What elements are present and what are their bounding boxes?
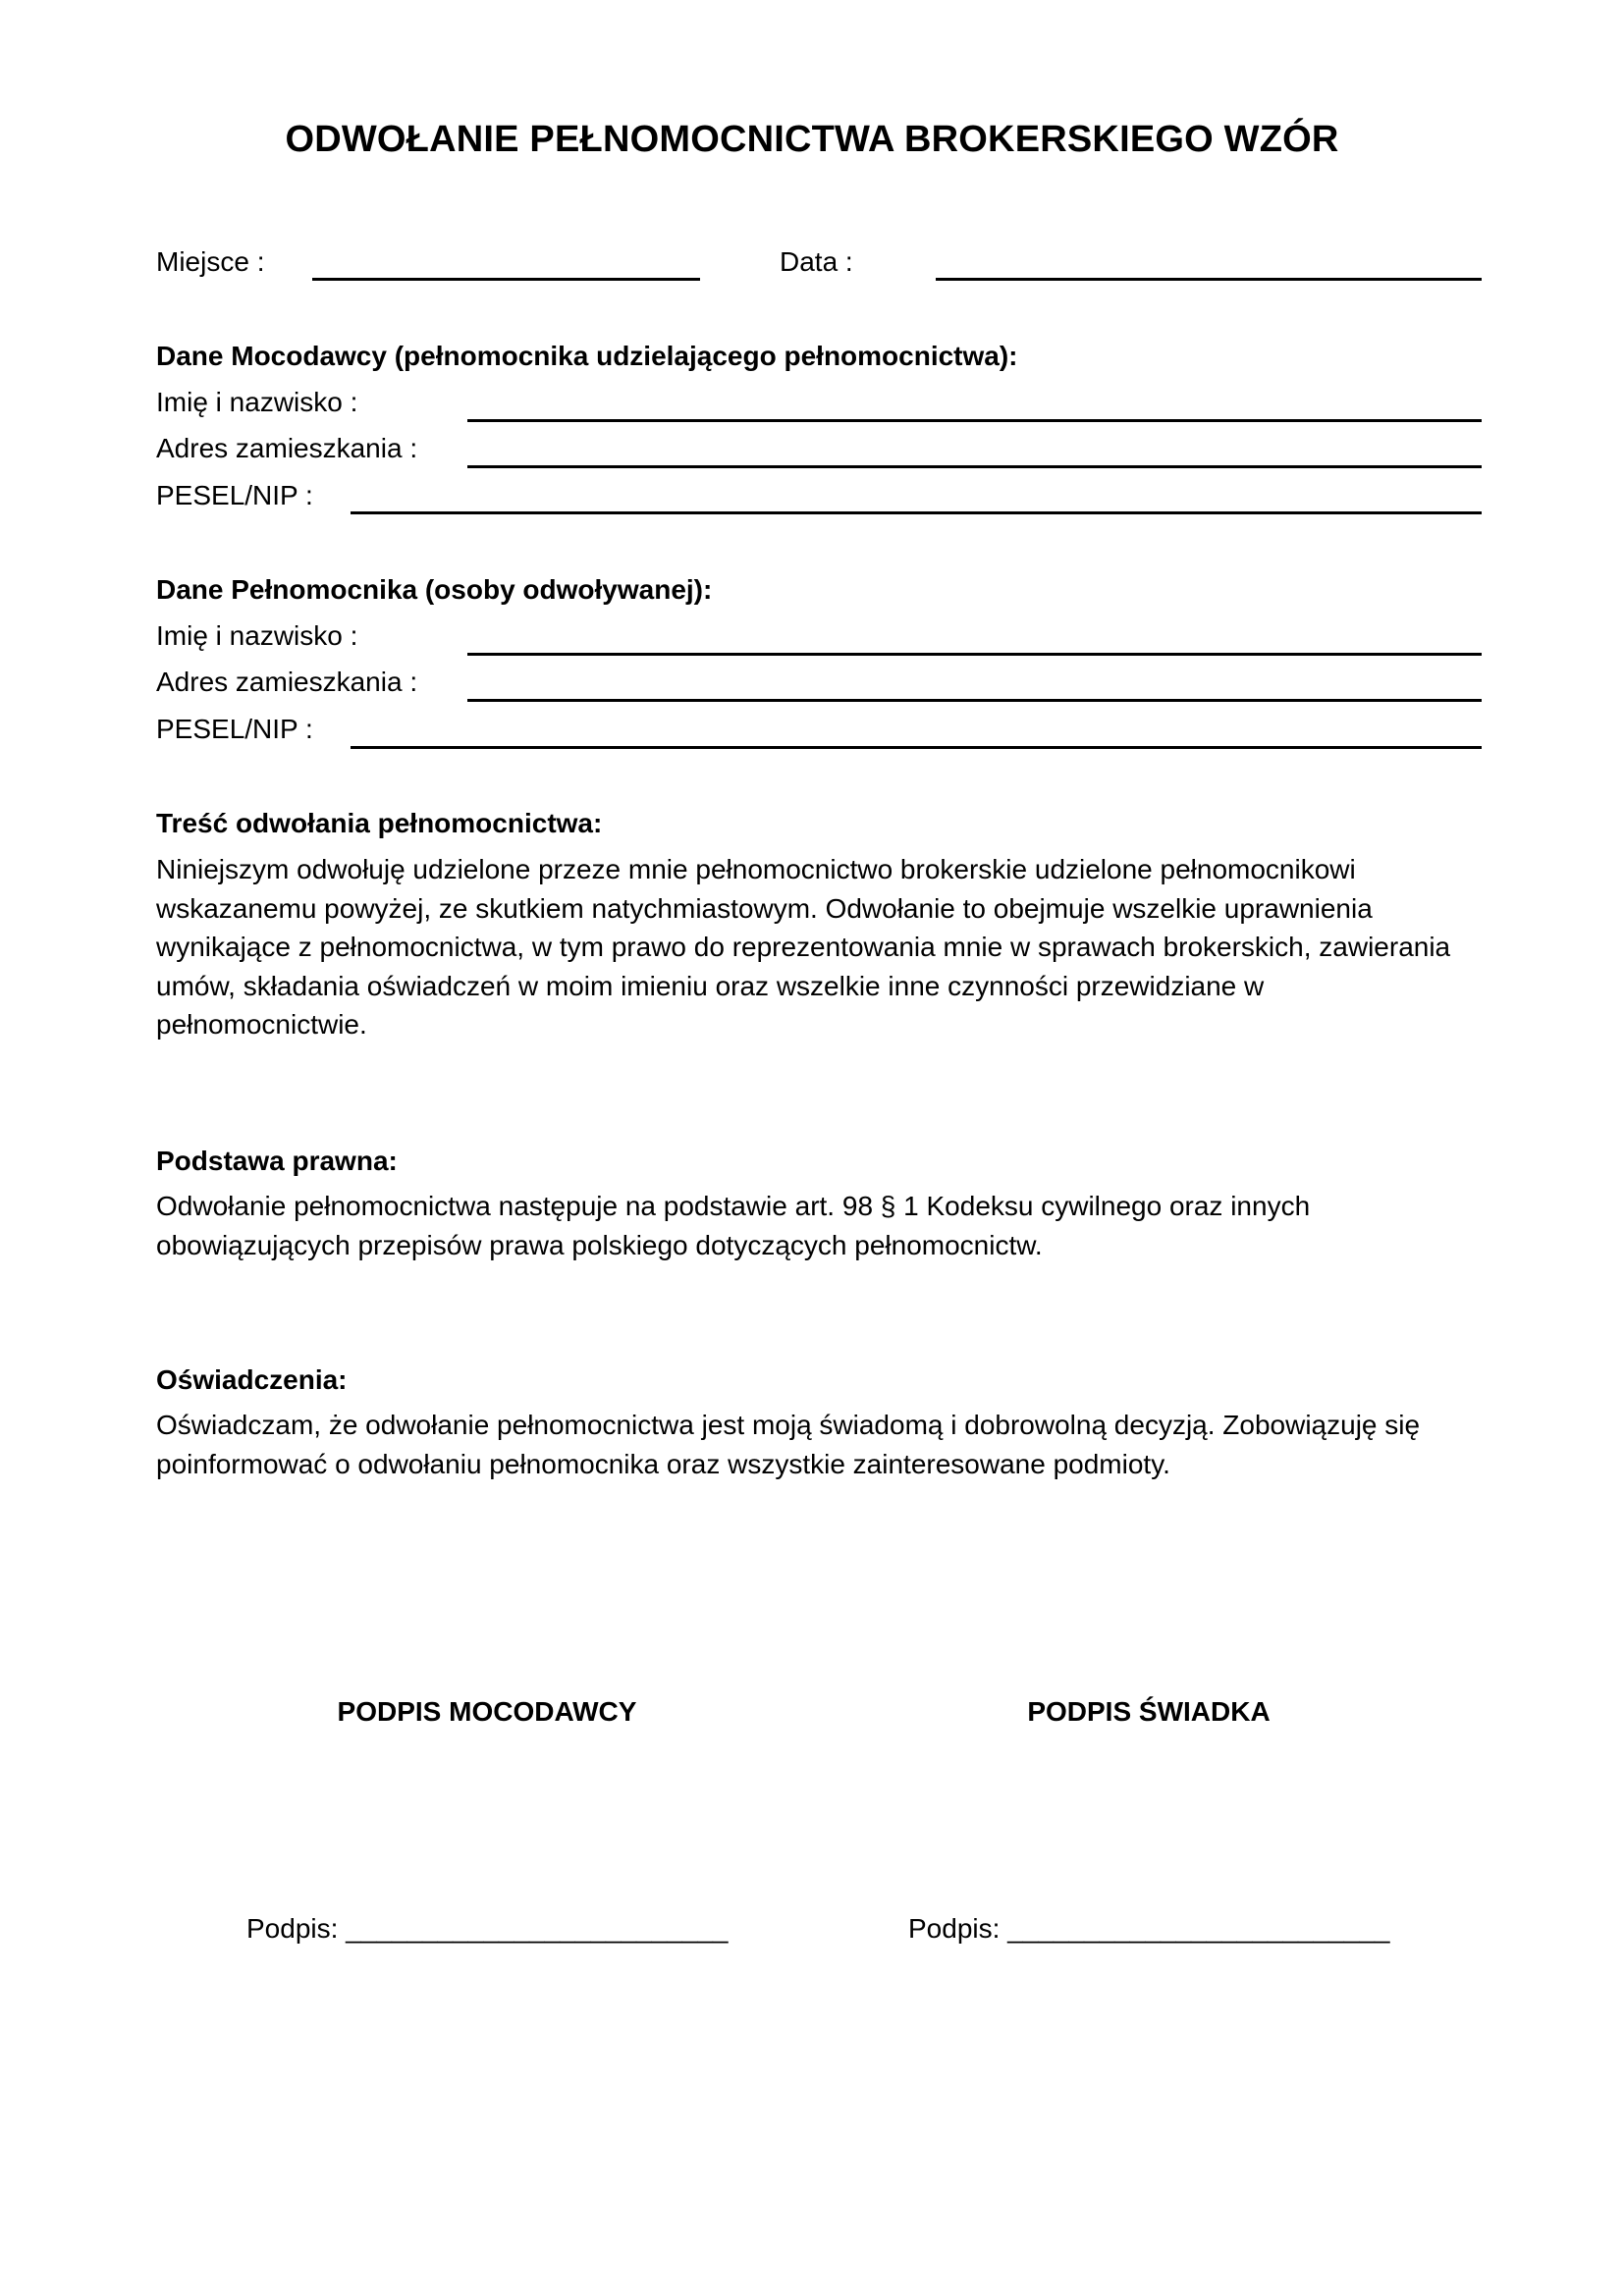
principal-signature-field[interactable]: Podpis: _________________________ (246, 1913, 729, 1944)
content-line: umów, składania oświadczeń w moim imieniu oraz wszelkie inne czynności przewidziane w (156, 970, 1265, 1001)
principal-heading: Dane Mocodawcy (pełnomocnika udzielającego pełnomocnictwa): (156, 341, 1018, 371)
content-line: wskazanemu powyżej, ze skutkiem natychmiastowym. Odwołanie to obejmuje wszelkie uprawnienia (156, 892, 1373, 924)
declarations-line: Oświadczam, że odwołanie pełnomocnictwa jest moją świadomą i dobrowolną decyzją. Zobowiązuję się (156, 1410, 1421, 1440)
declarations-paragraph (156, 1406, 1491, 1483)
witness-signature-field[interactable]: Podpis: _________________________ (908, 1913, 1390, 1944)
document-title: ODWOŁANIE PEŁNOMOCNICTWA BROKERSKIEGO WZÓR (285, 119, 1339, 160)
agent-name-label: Imię i nazwisko : (156, 620, 358, 651)
agent-address-label: Adres zamieszkania : (156, 667, 418, 697)
legal-basis-line: Odwołanie pełnomocnictwa następuje na podstawie art. 98 § 1 Kodeksu cywilnego oraz innych (156, 1191, 1311, 1221)
legal-basis-paragraph (156, 1187, 1491, 1264)
agent-heading: Dane Pełnomocnika (osoby odwoływanej): (156, 574, 713, 605)
declarations-heading: Oświadczenia: (156, 1364, 348, 1395)
principal-address-field[interactable] (467, 465, 1482, 468)
date-field[interactable] (936, 278, 1482, 281)
agent-address-field[interactable] (467, 699, 1482, 702)
agent-name-field[interactable] (467, 653, 1482, 656)
principal-id-field[interactable] (351, 511, 1482, 514)
principal-address-label: Adres zamieszkania : (156, 433, 418, 463)
content-paragraph (156, 850, 1491, 1044)
witness-signature-heading: PODPIS ŚWIADKA (1027, 1696, 1271, 1727)
date-label: Data : (780, 246, 853, 277)
content-line: wynikające z pełnomocnictwa, w tym prawo do reprezentowania mnie w sprawach brokerskich, zawierania (156, 932, 1451, 962)
declarations-line: poinformować o odwołaniu pełnomocnika oraz wszystkie zainteresowane podmioty. (156, 1448, 1170, 1479)
content-heading: Treść odwołania pełnomocnictwa: (156, 808, 603, 838)
place-field[interactable] (312, 278, 700, 281)
principal-name-field[interactable] (467, 419, 1482, 422)
agent-id-label: PESEL/NIP : (156, 714, 313, 744)
legal-basis-line: obowiązujących przepisów prawa polskiego dotyczących pełnomocnictw. (156, 1229, 1043, 1260)
principal-id-label: PESEL/NIP : (156, 480, 313, 510)
principal-signature-heading: PODPIS MOCODAWCY (337, 1696, 637, 1727)
content-line: pełnomocnictwie. (156, 1009, 367, 1040)
agent-id-field[interactable] (351, 746, 1482, 749)
place-label: Miejsce : (156, 246, 265, 277)
principal-name-label: Imię i nazwisko : (156, 387, 358, 417)
legal-basis-heading: Podstawa prawna: (156, 1146, 398, 1176)
content-line: Niniejszym odwołuję udzielone przeze mnie pełnomocnictwo brokerskie udzielone pełnomocnikowi (156, 854, 1356, 884)
